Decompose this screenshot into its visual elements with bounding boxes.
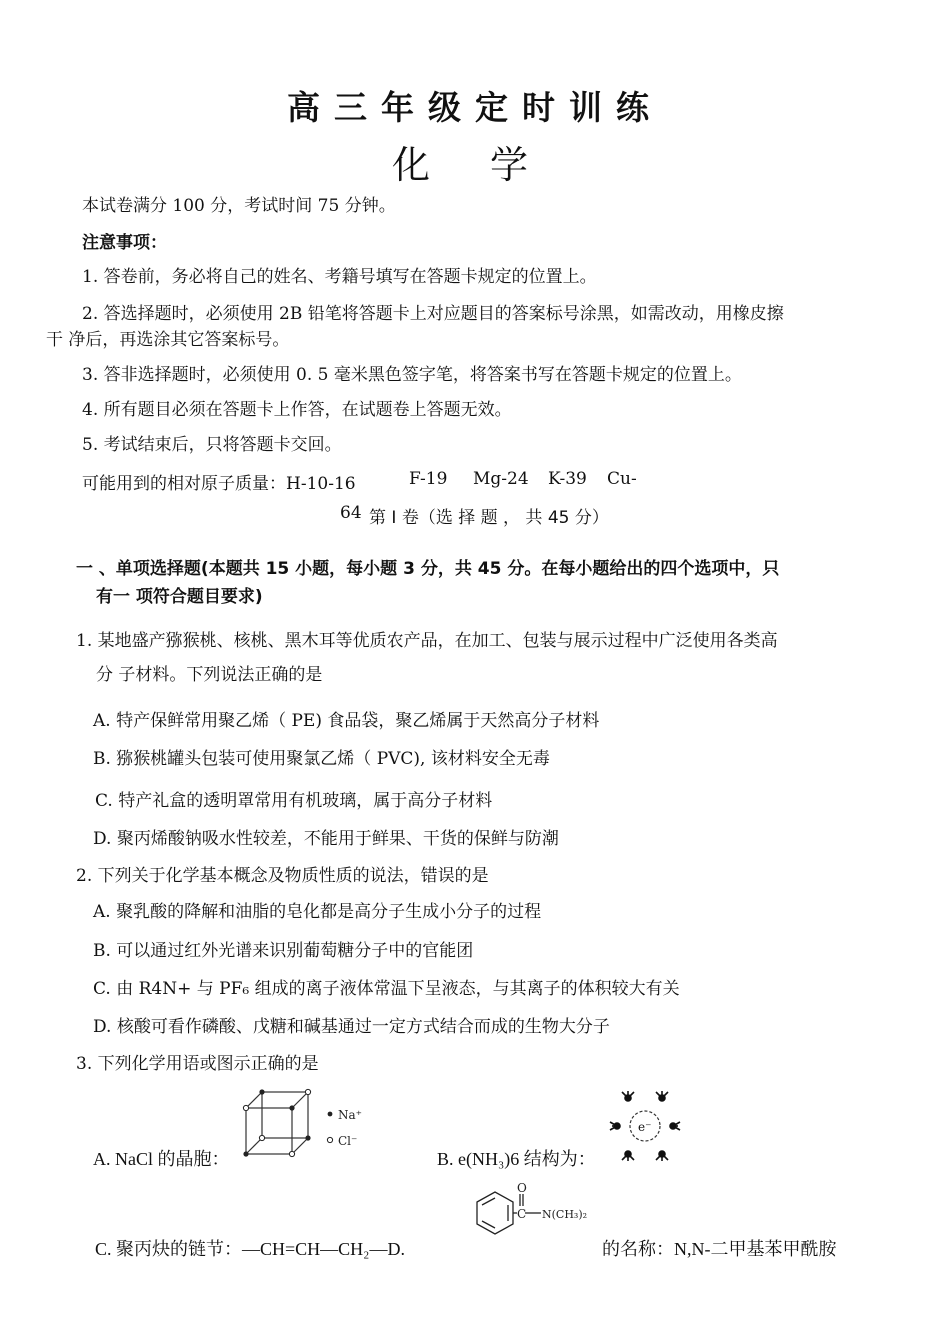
- atomic-mass-label: 可能用到的相对原子质量：H-10-16: [82, 474, 356, 494]
- q1-stem: 1. 某地盛产猕猴桃、核桃、黑木耳等优质农产品，在加工、包装与展示过程中广泛使用各类高: [76, 631, 778, 651]
- atomic-mass-k: K-39: [548, 469, 587, 489]
- notice-heading: 注意事项：: [82, 233, 167, 253]
- notice-item-4: 4. 所有题目必须在答题卡上作答，在试题卷上答题无效。: [82, 400, 512, 420]
- q3-option-a: A. NaCl 的晶胞：: [93, 1149, 230, 1169]
- q2-option-c: C. 由 R4N+ 与 PF₆ 组成的离子液体常温下呈液态，与其离子的体积较大有关: [93, 979, 680, 999]
- q1-option-a: A. 特产保鲜常用聚乙烯（ PE) 食品袋，聚乙烯属于天然高分子材料: [93, 711, 600, 731]
- nacl-legend-cl: Cl⁻: [338, 1134, 358, 1148]
- q1-option-b: B. 猕猴桃罐头包装可使用聚氯乙烯（ PVC), 该材料安全无毒: [93, 749, 550, 769]
- nacl-unit-cell-figure: [240, 1088, 380, 1166]
- score-time: 本试卷满分 100 分，考试时间 75 分钟。: [82, 196, 396, 216]
- subject-title: 化学: [391, 143, 588, 187]
- q2-option-b: B. 可以通过红外光谱来识别葡萄糖分子中的官能团: [93, 941, 474, 961]
- section-heading-line2: 有一 项符合题目要求): [96, 587, 263, 607]
- volume-title: 第 Ⅰ 卷（选 择 题 ， 共 45 分）: [369, 508, 609, 528]
- q2-option-d: D. 核酸可看作磷酸、戊糖和碱基通过一定方式结合而成的生物大分子: [93, 1017, 610, 1037]
- notice-item-1: 1. 答卷前，务必将自己的姓名、考籍号填写在答题卡规定的位置上。: [82, 267, 597, 287]
- atomic-mass-cu: Cu-: [607, 469, 637, 489]
- q3-option-d-name: 的名称：N,N-二甲基苯甲酰胺: [602, 1239, 837, 1259]
- benzamide-structure-figure: [455, 1180, 605, 1252]
- electron-label: e⁻: [638, 1120, 652, 1134]
- section-heading-line1: 一 、单项选择题(本题共 15 小题，每小题 3 分，共 45 分。在每小题给出的四个选项中，只: [76, 559, 780, 579]
- amide-carbon: C: [517, 1207, 527, 1221]
- q1-option-c: C. 特产礼盒的透明罩常用有机玻璃，属于高分子材料: [95, 791, 493, 811]
- q3-option-b: B. e(NH₃)6 结构为：: [437, 1149, 596, 1169]
- q1-option-d: D. 聚丙烯酸钠吸水性较差，不能用于鲜果、干货的保鲜与防潮: [93, 829, 559, 849]
- amide-oxygen: O: [517, 1181, 527, 1195]
- q2-stem: 2. 下列关于化学基本概念及物质性质的说法，错误的是: [76, 866, 489, 886]
- solvated-electron-figure: [608, 1084, 682, 1164]
- notice-item-2-cont: 干 净后，再选涂其它答案标号。: [46, 330, 290, 350]
- atomic-mass-f: F-19: [409, 469, 448, 489]
- q1-stem-cont: 分 子材料。下列说法正确的是: [96, 665, 323, 685]
- atomic-mass-cu-cont: 64: [340, 503, 362, 523]
- q3-option-c: C. 聚丙炔的链节：—CH=CH—CH₂—D.: [95, 1239, 405, 1259]
- q3-stem: 3. 下列化学用语或图示正确的是: [76, 1054, 319, 1074]
- notice-item-5: 5. 考试结束后，只将答题卡交回。: [82, 435, 342, 455]
- notice-item-3: 3. 答非选择题时，必须使用 0. 5 毫米黑色签字笔，将答案书写在答题卡规定的位置上。: [82, 365, 742, 385]
- atomic-mass-mg: Mg-24: [473, 469, 529, 489]
- page-title: 高三年级定时训练: [287, 88, 663, 127]
- notice-item-2: 2. 答选择题时，必须使用 2B 铅笔将答题卡上对应题目的答案标号涂黑，如需改动，用橡皮擦: [82, 304, 784, 324]
- q2-option-a: A. 聚乳酸的降解和油脂的皂化都是高分子生成小分子的过程: [93, 902, 542, 922]
- amide-n-group: N(CH₃)₂: [542, 1208, 588, 1221]
- nacl-legend-na: Na⁺: [338, 1108, 362, 1122]
